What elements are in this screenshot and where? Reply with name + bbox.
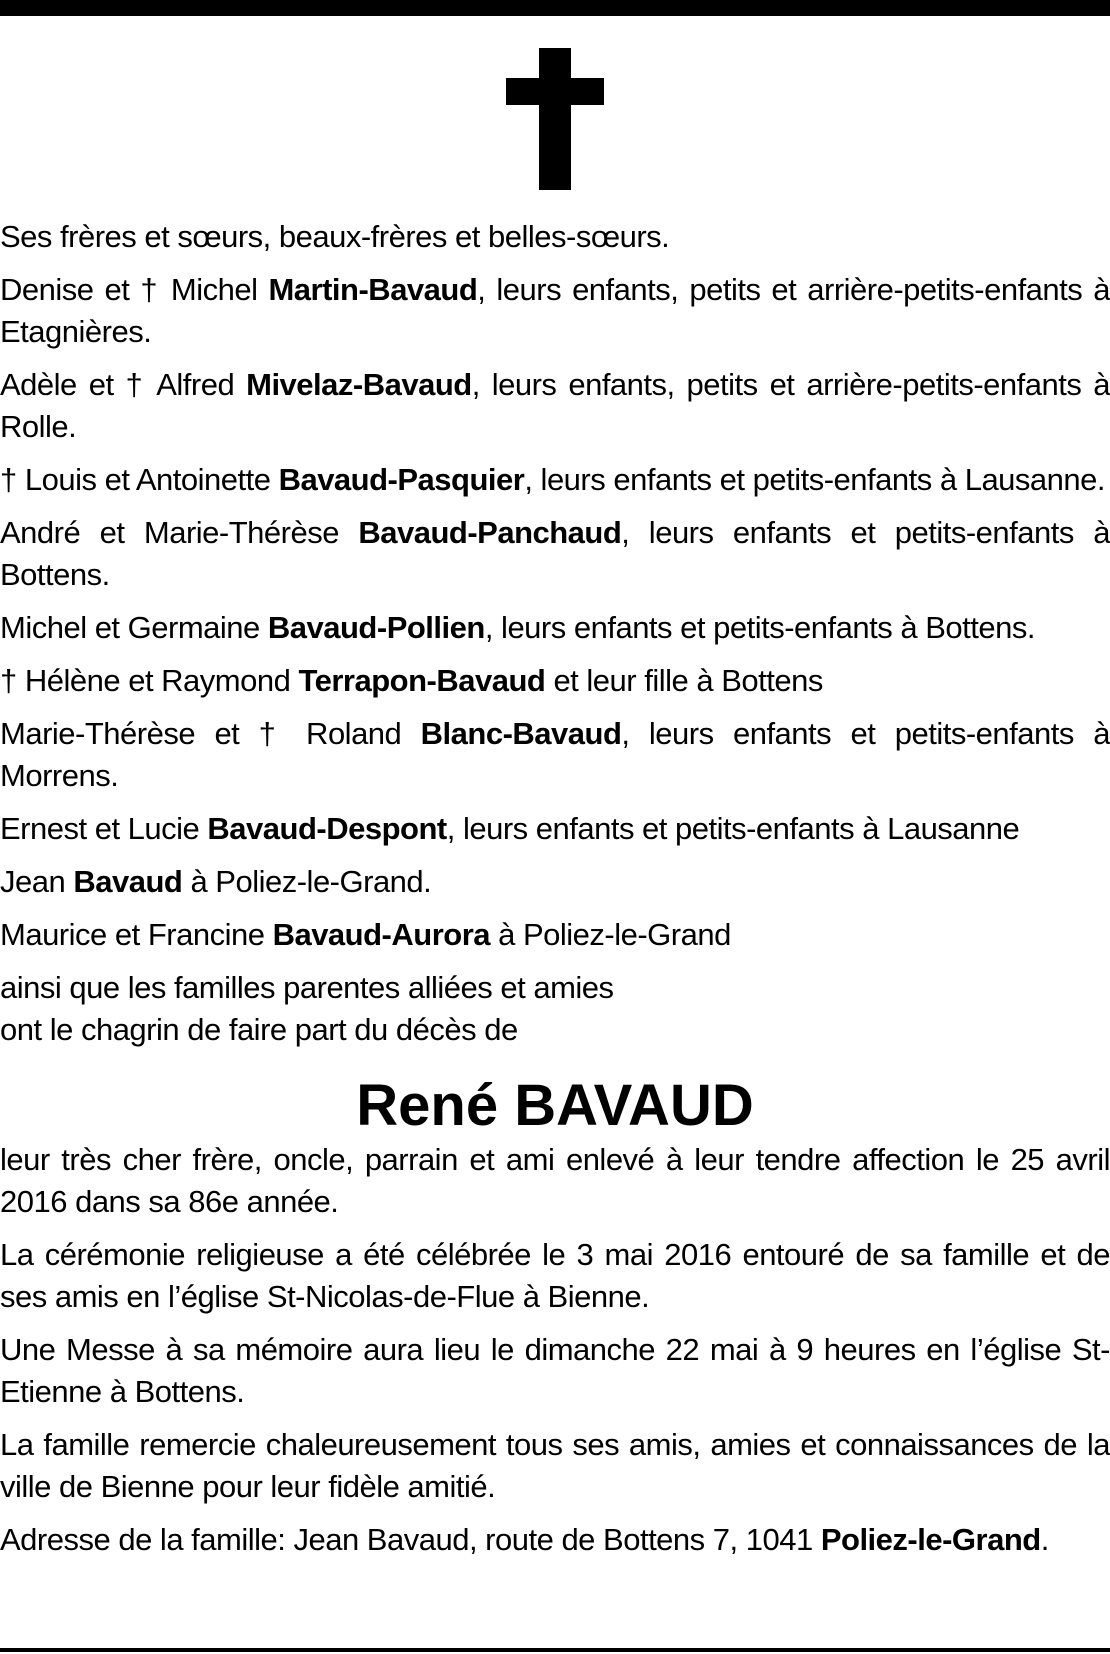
family-name: Mivelaz-Bavaud <box>246 367 472 402</box>
family-name: Bavaud <box>73 864 183 899</box>
family-name: Bavaud-Despont <box>207 811 447 846</box>
paragraph: Une Messe à sa mémoire aura lieu le dimanche 22 mai à 9 heures en l’église St-Etienne à Bottens. <box>0 1332 1110 1409</box>
announcement-line-2: ont le chagrin de faire part du décès de <box>0 1012 518 1047</box>
family-line: † Hélène et Raymond Terrapon-Bavaud et leur fille à Bottens <box>0 663 823 698</box>
deceased-name: René BAVAUD <box>356 1073 754 1138</box>
family-address: Adresse de la famille: Jean Bavaud, route de Bottens 7, 1041 Poliez-le-Grand. <box>0 1522 1049 1557</box>
top-rule <box>0 0 1110 16</box>
paragraph: La cérémonie religieuse a été célébrée le 3 mai 2016 entouré de sa famille et de ses amis en l’église St-Nicolas-de-Flue à Bienne. <box>0 1237 1110 1314</box>
family-line: Marie-Thérèse et † Roland Blanc-Bavaud, leurs enfants et petits-enfants à Morrens. <box>0 716 1110 793</box>
cross-vertical-bar <box>539 48 571 190</box>
cross-icon <box>506 48 604 190</box>
paragraph: leur très cher frère, oncle, parrain et ami enlevé à leur tendre affection le 25 avril 2016 dans sa 86e année. <box>0 1142 1110 1219</box>
family-line: Jean Bavaud à Poliez-le-Grand. <box>0 864 432 899</box>
family-name: Bavaud-Pollien <box>267 610 485 645</box>
family-line: Ses frères et sœurs, beaux-frères et belles-sœurs. <box>0 219 670 254</box>
family-name: Bavaud-Panchaud <box>358 515 622 550</box>
family-line: André et Marie-Thérèse Bavaud-Panchaud, leurs enfants et petits-enfants à Bottens. <box>0 515 1110 592</box>
bottom-rule <box>0 1648 1110 1652</box>
cross-horizontal-bar <box>506 78 604 105</box>
family-name: Blanc-Bavaud <box>420 716 622 751</box>
family-line: Adèle et † Alfred Mivelaz-Bavaud, leurs enfants, petits et arrière-petits-enfants à Rolle. <box>0 367 1110 444</box>
family-name: Bavaud-Aurora <box>272 917 490 952</box>
family-name: Bavaud-Pasquier <box>278 462 525 497</box>
family-line: Michel et Germaine Bavaud-Pollien, leurs enfants et petits-enfants à Bottens. <box>0 610 1035 645</box>
address-locality: Poliez-le-Grand <box>820 1522 1041 1557</box>
obituary-text <box>0 216 1110 1572</box>
family-line: Denise et † Michel Martin-Bavaud, leurs enfants, petits et arrière-petits-enfants à Etagnières. <box>0 272 1110 349</box>
family-line: Ernest et Lucie Bavaud-Despont, leurs enfants et petits-enfants à Lausanne <box>0 811 1020 846</box>
family-line: † Louis et Antoinette Bavaud-Pasquier, leurs enfants et petits-enfants à Lausanne. <box>0 462 1105 497</box>
family-name: Martin-Bavaud <box>268 272 478 307</box>
announcement <box>0 967 1110 1051</box>
paragraph: La famille remercie chaleureusement tous ses amis, amies et connaissances de la ville de Bienne pour leur fidèle amitié. <box>0 1427 1110 1504</box>
family-name: Terrapon-Bavaud <box>298 663 546 698</box>
family-line: Maurice et Francine Bavaud-Aurora à Poliez-le-Grand <box>0 917 731 952</box>
announcement-line-1: ainsi que les familles parentes alliées et amies <box>0 970 614 1005</box>
